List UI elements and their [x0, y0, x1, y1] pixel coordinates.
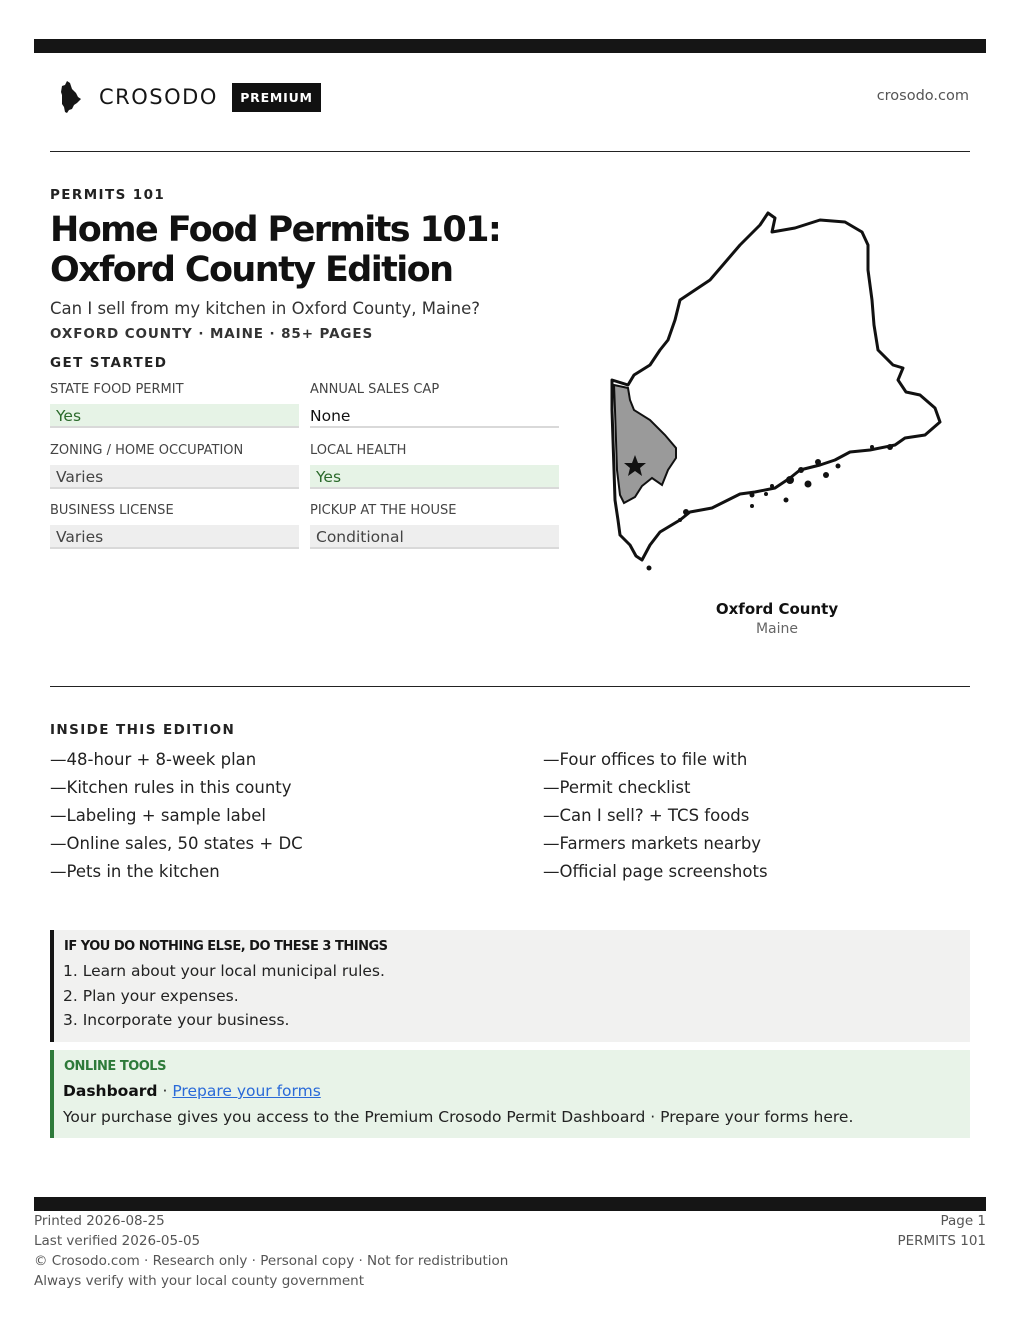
fact-value: Yes	[310, 465, 559, 489]
fact-annual-sales-cap	[310, 380, 559, 428]
brand[interactable]	[58, 80, 218, 114]
fact-label: STATE FOOD PERMIT	[50, 382, 184, 397]
fact-zoning	[50, 441, 299, 489]
maine-logo-icon	[58, 80, 84, 114]
fact-local-health	[310, 441, 559, 489]
footer-section: PERMITS 101	[897, 1233, 986, 1249]
toc-right-column	[543, 750, 973, 890]
brand-name: CROSODO	[99, 85, 218, 109]
kicker: PERMITS 101	[50, 187, 166, 203]
copyright: © Crosodo.com · Research only · Personal copy · Not for redistribution	[34, 1253, 509, 1269]
printed-date: Printed 2026-08-25	[34, 1213, 165, 1229]
fact-label: PICKUP AT THE HOUSE	[310, 503, 457, 518]
verified-date: Last verified 2026-05-05	[34, 1233, 201, 1249]
map-caption	[677, 600, 877, 637]
fact-value: Yes	[50, 404, 299, 428]
online-tools-callout	[50, 1050, 970, 1138]
fact-label: ANNUAL SALES CAP	[310, 382, 440, 397]
subtitle: Can I sell from my kitchen in Oxford County, Maine?	[50, 299, 481, 318]
edition-meta: OXFORD COUNTY · MAINE · 85+ PAGES	[50, 326, 374, 342]
fact-label: ZONING / HOME OCCUPATION	[50, 443, 244, 458]
state-outline	[612, 213, 940, 560]
footer-left	[34, 1211, 508, 1291]
step-item: 2. Plan your expenses.	[63, 987, 239, 1005]
site-url[interactable]: crosodo.com	[876, 88, 969, 104]
toc-item: —Official page screenshots	[543, 862, 768, 881]
separator: ·	[162, 1082, 168, 1100]
fact-value: Varies	[50, 465, 299, 489]
toc-heading: INSIDE THIS EDITION	[50, 722, 236, 738]
fact-business-license	[50, 501, 299, 549]
toc-item: —Kitchen rules in this county	[50, 778, 292, 797]
premium-badge: PREMIUM	[232, 83, 321, 112]
state-map	[604, 208, 948, 576]
fact-value: None	[310, 404, 559, 428]
map-county-name: Oxford County	[715, 600, 839, 618]
fact-value: Conditional	[310, 525, 559, 549]
toc-item: —Online sales, 50 states + DC	[50, 834, 303, 853]
fact-value: Varies	[50, 525, 299, 549]
toc-item: —Labeling + sample label	[50, 806, 266, 825]
page-number: Page 1	[940, 1213, 986, 1229]
top-bar	[34, 39, 986, 53]
page-title: Home Food Permits 101: Oxford County Edition	[50, 210, 501, 290]
fact-state-food-permit	[50, 380, 299, 428]
footer-right	[897, 1211, 986, 1251]
callout-heading: IF YOU DO NOTHING ELSE, DO THESE 3 THINGS	[64, 939, 388, 954]
three-things-callout	[50, 930, 970, 1042]
step-item: 1. Learn about your local municipal rules.	[63, 962, 385, 980]
toc-item: —Can I sell? + TCS foods	[543, 806, 750, 825]
verify-note: Always verify with your local county government	[34, 1273, 364, 1289]
fact-label: BUSINESS LICENSE	[50, 503, 174, 518]
toc-left-column	[50, 750, 480, 890]
map-state-name: Maine	[755, 621, 799, 637]
header-divider	[50, 151, 970, 152]
dashboard-link[interactable]: Dashboard	[63, 1082, 158, 1100]
step-item: 3. Incorporate your business.	[63, 1011, 290, 1029]
toc-item: —48-hour + 8-week plan	[50, 750, 257, 769]
fact-pickup-at-house	[310, 501, 559, 549]
callout-heading: ONLINE TOOLS	[64, 1059, 166, 1074]
toc-item: —Pets in the kitchen	[50, 862, 220, 881]
prepare-forms-link[interactable]: Prepare your forms	[172, 1082, 321, 1100]
get-started-label: GET STARTED	[50, 355, 168, 371]
tools-description: Your purchase gives you access to the Premium Crosodo Permit Dashboard · Prepare your forms here.	[63, 1108, 854, 1126]
toc-item: —Farmers markets nearby	[543, 834, 762, 853]
tools-links	[63, 1082, 321, 1100]
section-divider	[50, 686, 970, 687]
toc-item: —Permit checklist	[543, 778, 691, 797]
bottom-bar	[34, 1197, 986, 1211]
fact-label: LOCAL HEALTH	[310, 443, 407, 458]
toc-item: —Four offices to file with	[543, 750, 748, 769]
